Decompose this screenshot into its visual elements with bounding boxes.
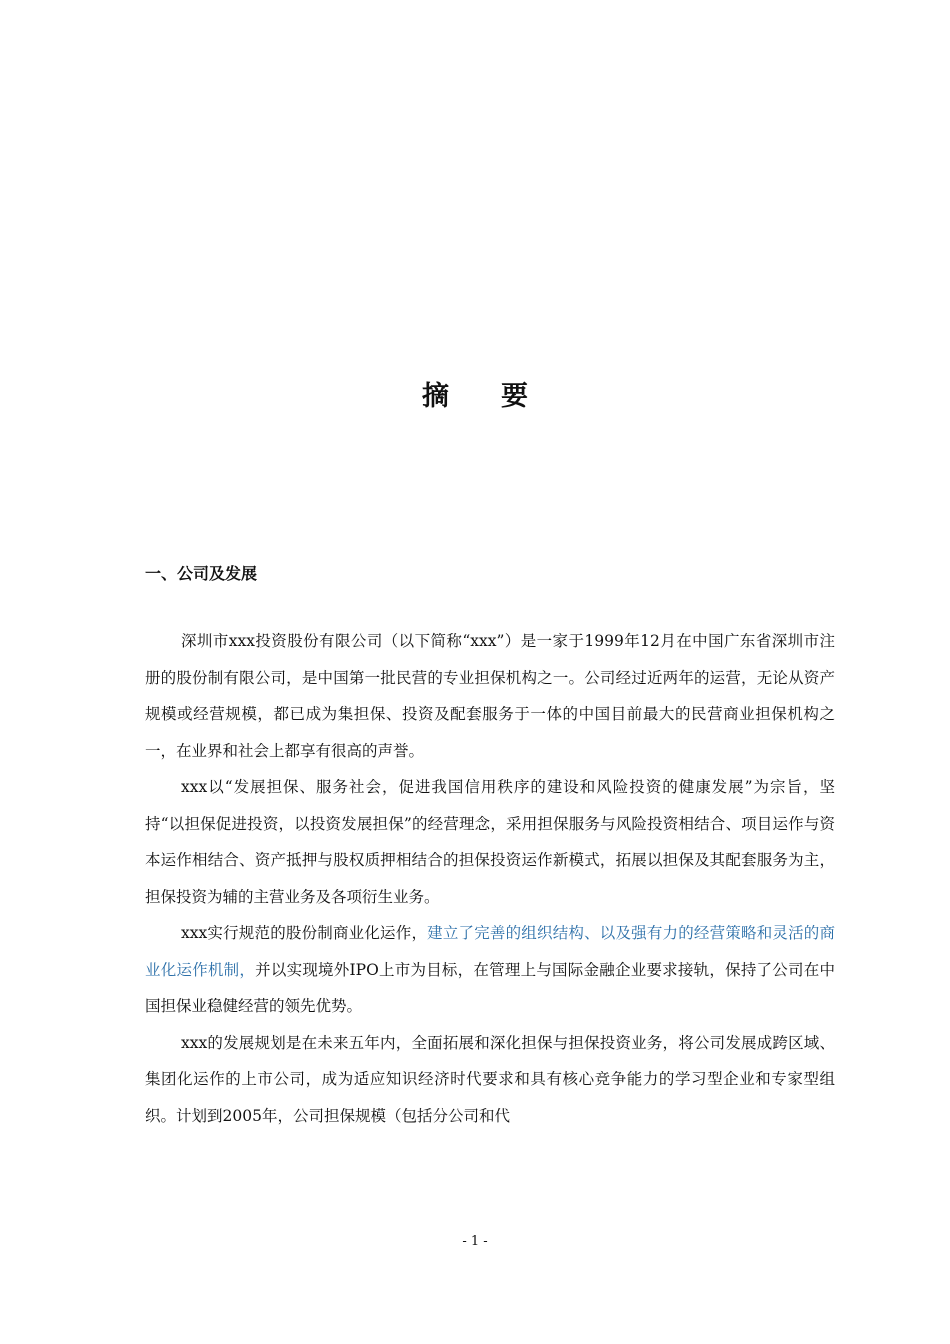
paragraph-3-start: xxx实行规范的股份制商业化运作， [181, 924, 428, 942]
title-char-1: 摘 [422, 381, 449, 412]
section-heading: 一、公司及发展 [145, 564, 258, 583]
paragraph-4: xxx的发展规划是在未来五年内，全面拓展和深化担保与担保投资业务，将公司发展成跨区域、集团化运作的上市公司，成为适应知识经济时代要求和具有核心竞争能力的学习型企业和专家型组织。计划到2005年，公司担保规模（包括分公司和代 [145, 1033, 835, 1125]
paragraph-3 [145, 915, 835, 1025]
body-text [145, 623, 835, 1134]
paragraph-3-highlight: 建立了完善的组织结构、以及强有力的经营策略和灵活的商业化运作机制， [145, 924, 835, 979]
title-char-2: 要 [501, 381, 528, 412]
paragraph-2: xxx以“发展担保、服务社会，促进我国信用秩序的建设和风险投资的健康发展”为宗旨，坚持“以担保促进投资，以投资发展担保”的经营理念，采用担保服务与风险投资相结合、项目运作与资本运作相结合、资产抵押与股权质押相结合的担保投资运作新模式，拓展以担保及其配套服务为主，担保投资为辅的主营业务及各项衍生业务。 [145, 778, 835, 906]
page-number: - 1 - [462, 1234, 488, 1249]
page-title [0, 374, 950, 413]
paragraph-3-end: 并以实现境外IPO上市为目标，在管理上与国际金融企业要求接轨，保持了公司在中国担保业稳健经营的领先优势。 [145, 960, 835, 1015]
paragraph-1: 深圳市xxx投资股份有限公司（以下简称“xxx”）是一家于1999年12月在中国广东省深圳市注册的股份制有限公司，是中国第一批民营的专业担保机构之一。公司经过近两年的运营，无论从资产规模或经营规模，都已成为集担保、投资及配套服务于一体的中国目前最大的民营商业担保机构之一，在业界和社会上都享有很高的声誉。 [145, 632, 835, 760]
